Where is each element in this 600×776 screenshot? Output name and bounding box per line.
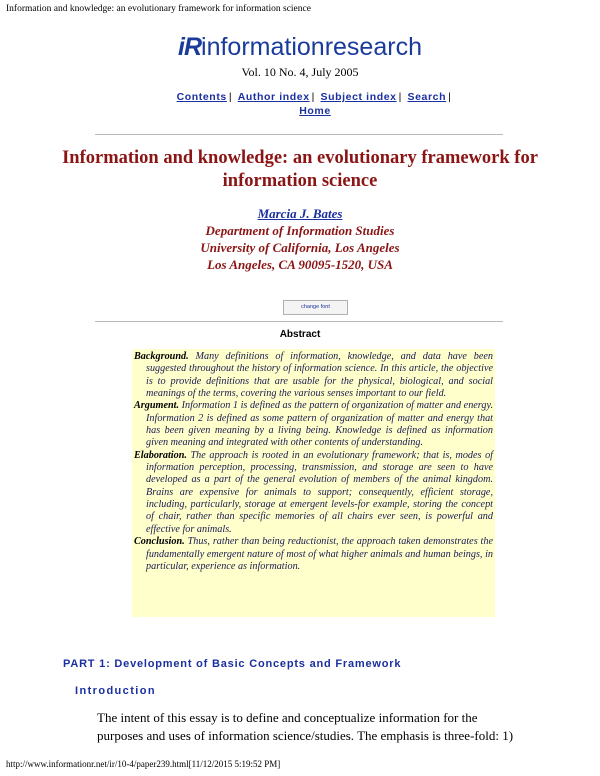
author-department: Department of Information Studies	[205, 223, 395, 238]
abstract-section	[134, 351, 493, 400]
abstract-section	[134, 536, 493, 573]
nav-separator: |	[398, 91, 402, 103]
abstract-section-label: Elaboration.	[134, 449, 187, 461]
nav-author-index-link[interactable]: Author index	[237, 91, 310, 103]
author-block	[0, 205, 600, 273]
print-footer-url: http://www.informationr.net/ir/10-4/paper239.html[11/12/2015 5:19:52 PM]	[6, 759, 281, 769]
body-line: The intent of this essay is to define and conceptualize information for the	[97, 710, 478, 725]
logo-word-information: information	[201, 33, 325, 61]
change-font-button[interactable]: change font	[283, 300, 348, 315]
body-line: purposes and uses of information science/studies. The emphasis is three-fold: 1)	[97, 728, 514, 743]
abstract-section-label: Argument.	[134, 400, 180, 412]
author-name-link[interactable]: Marcia J. Bates	[257, 206, 343, 221]
nav-separator: |	[311, 91, 315, 103]
author-address: Los Angeles, CA 90095-1520, USA	[207, 257, 393, 272]
nav-separator: |	[228, 91, 233, 103]
abstract-section	[134, 450, 493, 536]
nav-search-link[interactable]: Search	[407, 91, 447, 103]
nav-home-link[interactable]: Home	[299, 105, 331, 117]
article-title: Information and knowledge: an evolutionary framework for information science	[62, 148, 538, 191]
abstract-box	[132, 349, 495, 617]
part-heading: PART 1: Development of Basic Concepts and Framework	[63, 658, 402, 670]
divider	[95, 321, 503, 322]
nav-contents-link[interactable]: Contents	[176, 91, 227, 103]
print-header: Information and knowledge: an evolutionary framework for information science	[6, 4, 311, 14]
abstract-section-text: Thus, rather than being reductionist, the approach taken demonstrates the fundamentally emergent nature of most of what higher animals and human beings, in particular, experience as information.	[146, 536, 493, 572]
abstract-heading: Abstract	[279, 329, 321, 340]
nav-separator: |	[448, 91, 452, 103]
divider	[95, 134, 503, 135]
nav-subject-index-link[interactable]: Subject index	[320, 91, 397, 103]
abstract-section-text: Many definitions of information, knowledge, and data have been suggested throughout the history of information science. In this article, the objective is to provide definitions that are usable for the physical, biological, and social meanings of the terms, covering the various senses important to our field.	[146, 351, 493, 400]
journal-logo[interactable]	[0, 31, 600, 63]
section-heading-introduction: Introduction	[75, 685, 156, 697]
volume-info: Vol. 10 No. 4, July 2005	[241, 65, 359, 79]
top-navigation	[170, 90, 460, 118]
abstract-section-label: Conclusion.	[134, 536, 185, 548]
abstract-section-label: Background.	[134, 351, 189, 362]
abstract-section-text: The approach is rooted in an evolutionary framework; that is, modes of information perception, processing, transmission, and storage are seen to have developed as a part of the general evolution of members of the animal kingdom. Brains are expensive for animals to support; consequently, efficient storage, including, particularly, storage at emergent levels-for example, storing the concept of chair, rather than specific memories of all chairs ever seen, is powerful and effective for animals.	[146, 449, 493, 535]
body-paragraph	[97, 709, 514, 745]
abstract-section-text: Information 1 is defined as the pattern of organization of matter and energy. Information 2 is defined as some pattern of organization of matter and energy that has been given meaning by a living being. Knowledge is defined as information given meaning and integrated with other contents of understanding.	[146, 400, 493, 449]
logo-mark: iR	[178, 33, 202, 61]
author-university: University of California, Los Angeles	[200, 240, 400, 255]
logo-word-research: research	[324, 33, 422, 61]
abstract-section	[134, 400, 493, 449]
